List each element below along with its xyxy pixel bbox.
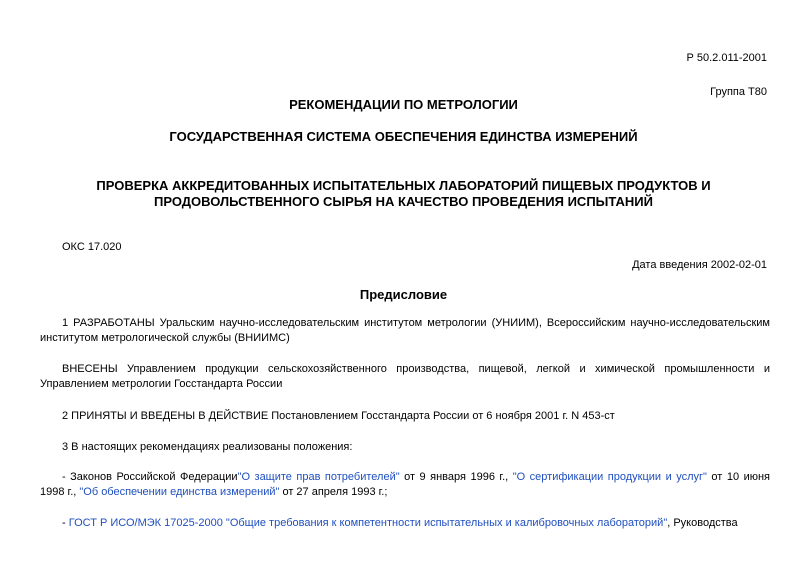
paragraph-introduced-by: ВНЕСЕНЫ Управлением продукции сельскохозяйственного производства, пищевой, легкой и химической промышленности и Управлением метрологии Госстандарта России [40, 363, 770, 390]
paragraph-adopted: 2 ПРИНЯТЫ И ВВЕДЕНЫ В ДЕЙСТВИЕ Постановлением Госстандарта России от 6 ноября 2001 г. N 453-ст [62, 410, 615, 422]
gost-prefix: - [62, 517, 69, 529]
laws-date-2: от 10 июня 1998 г., [40, 471, 771, 498]
link-certification-law[interactable]: "О сертификации продукции и услуг" [512, 471, 707, 483]
link-gost-17025[interactable]: ГОСТ Р ИСО/МЭК 17025-2000 "Общие требования к компетентности испытательных и калибровочных лабораторий" [68, 517, 668, 529]
oks-code: ОКС 17.020 [62, 241, 122, 253]
laws-date-1: от 9 января 1996 г., [399, 471, 513, 483]
gsi-heading: ГОСУДАРСТВЕННАЯ СИСТЕМА ОБЕСПЕЧЕНИЯ ЕДИНСТВА ИЗМЕРЕНИЙ [169, 129, 638, 144]
document-title: ПРОВЕРКА АККРЕДИТОВАННЫХ ИСПЫТАТЕЛЬНЫХ ЛАБОРАТОРИЙ ПИЩЕВЫХ ПРОДУКТОВ И ПРОДОВОЛЬСТВЕННОГО СЫРЬЯ НА КАЧЕСТВО ПРОВЕДЕНИЯ ИСПЫТАНИЙ [96, 178, 711, 209]
link-consumer-rights-law[interactable]: "О защите прав потребителей" [237, 471, 400, 483]
link-measurement-uniformity-law[interactable]: "Об обеспечении единства измерений" [79, 486, 280, 498]
paragraph-developed-by: 1 РАЗРАБОТАНЫ Уральским научно-исследовательским институтом метрологии (УНИИМ), Всероссийским научно-исследовательским институтом метрологической службы (ВНИИМС) [40, 317, 770, 344]
document-group: Группа Т80 [710, 86, 767, 98]
foreword-heading: Предисловие [359, 287, 448, 302]
recommendations-heading: РЕКОМЕНДАЦИИ ПО МЕТРОЛОГИИ [289, 97, 518, 112]
document-code: Р 50.2.011-2001 [686, 52, 767, 64]
laws-prefix: - Законов Российской Федерации [62, 471, 238, 483]
paragraph-federal-laws [40, 470, 770, 500]
gost-suffix: , Руководства [667, 517, 738, 529]
laws-date-3: от 27 апреля 1993 г.; [279, 486, 388, 498]
introduction-date: Дата введения 2002-02-01 [632, 259, 767, 271]
paragraph-provisions: 3 В настоящих рекомендациях реализованы положения: [62, 441, 353, 453]
paragraph-gost-standard [40, 516, 770, 531]
